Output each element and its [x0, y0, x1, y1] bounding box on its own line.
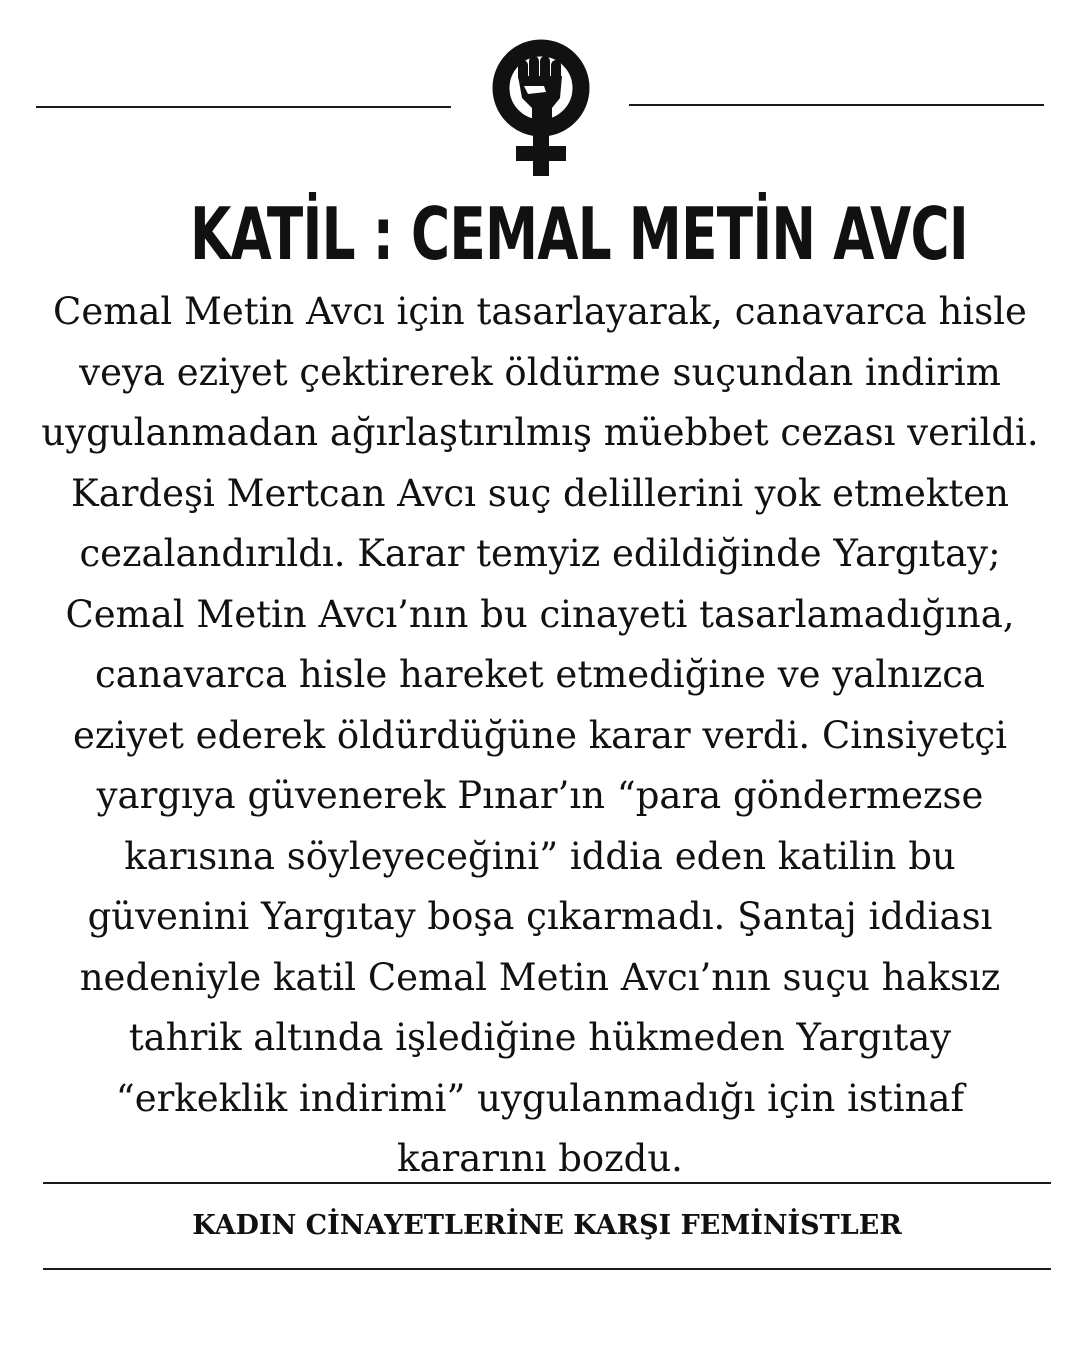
- article-line: Kardeşi Mertcan Avcı suç delillerini yok etmekten: [71, 471, 1009, 515]
- feminist-fist-venus-icon: [488, 36, 594, 178]
- page-title: KATİL : CEMAL METİN AVCI: [190, 192, 968, 276]
- article-line: eziyet ederek öldürdüğüne karar verdi. Cinsiyetçi: [73, 713, 1007, 757]
- article-line: uygulanmadan ağırlaştırılmış müebbet cezası verildi.: [41, 411, 1039, 454]
- organization-name: KADIN CİNAYETLERİNE KARŞI FEMİNİSTLER: [192, 1210, 902, 1241]
- footer-bottom-divider: [43, 1268, 1051, 1270]
- article-body: [30, 282, 1050, 1190]
- article-line: karısına söyleyeceğini” iddia eden katilin bu: [124, 834, 956, 878]
- article-line: yargıya güvenerek Pınar’ın “para göndermezse: [96, 774, 984, 817]
- article-line: kararını bozdu.: [397, 1137, 683, 1180]
- top-left-divider: [36, 106, 451, 108]
- article-line: Cemal Metin Avcı için tasarlayarak, canavarca hisle: [53, 290, 1027, 333]
- article-line: tahrik altında işlediğine hükmeden Yargıtay: [128, 1016, 952, 1059]
- article-line: veya eziyet çektirerek öldürme suçundan indirim: [79, 350, 1001, 394]
- article-line: canavarca hisle hareket etmediğine ve yalnızca: [95, 653, 985, 696]
- top-right-divider: [629, 104, 1044, 106]
- article-line: Cemal Metin Avcı’nın bu cinayeti tasarlamadığına,: [65, 592, 1015, 636]
- article-line: “erkeklik indirimi” uygulanmadığı için istinaf: [115, 1076, 965, 1120]
- footer-top-divider: [43, 1182, 1051, 1184]
- article-line: cezalandırıldı. Karar temyiz edildiğinde Yargıtay;: [79, 532, 1001, 575]
- article-line: güvenini Yargıtay boşa çıkarmadı. Şantaj iddiası: [87, 895, 993, 938]
- article-line: nedeniyle katil Cemal Metin Avcı’nın suçu haksız: [79, 955, 1001, 999]
